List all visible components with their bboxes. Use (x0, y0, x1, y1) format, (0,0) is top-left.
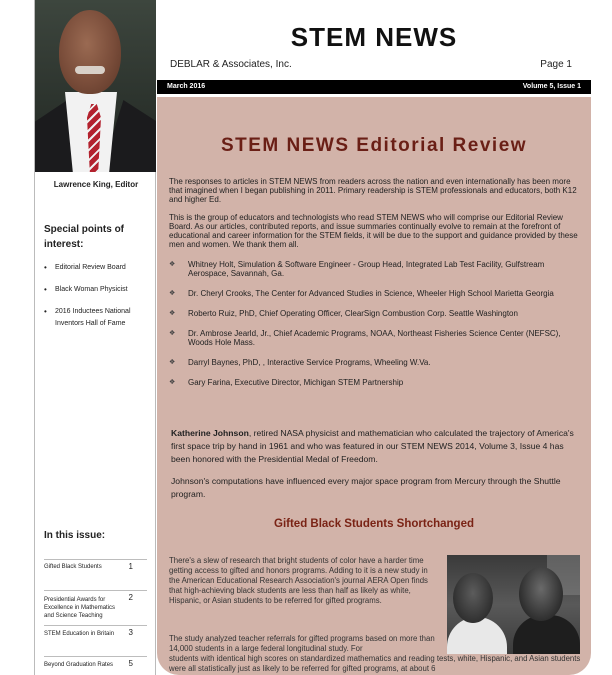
editorial-title: STEM NEWS Editorial Review (220, 135, 528, 156)
page-number: Page 1 (540, 59, 572, 70)
editorial-intro: This is the group of educators and technologists who read STEM NEWS who will comprise our Editorial Review Board. As our articles, contributed reports, and issue summaries continually evolve to remain at the forefront of educational and career information for the STEM fields, it will be due to the support and guidance provided by these men and women. We thank them all. (169, 213, 578, 249)
points-heading: Special points of interest: (44, 224, 125, 250)
company-name: DEBLAR & Associates, Inc. (170, 59, 292, 70)
issue-row[interactable] (44, 590, 147, 625)
issue-table (44, 559, 147, 672)
issue-row[interactable] (44, 625, 147, 656)
board-member: ❖ Dr. Cheryl Crooks, The Center for Advanced Studies in Science, Wheeler High School Marietta Georgia (169, 289, 581, 298)
issue-row[interactable] (44, 559, 147, 590)
johnson-name: Katherine Johnson (171, 428, 249, 438)
editor-photo (35, 0, 157, 172)
johnson-text: , retired NASA physicist and mathematician who calculated the trajectory of America's first space trip by hand in 1961 and who was featured in our STEM NEWS 2014, Volume 3, Issue 4 has been honored with the Presidential Medal of Freedom. (171, 428, 574, 464)
point-item: • Editorial Review Board (44, 262, 156, 274)
issue-title: STEM Education in Britain (44, 631, 115, 637)
editorial-intro: The responses to articles in STEM NEWS from readers across the nation and even internationally has been more that imagined when I began publishing in 2011. Primary readership is STEM professionals and educators, both K12 and higher Ed. (169, 177, 577, 204)
johnson-paragraph (171, 427, 579, 466)
content-panel (157, 97, 591, 675)
gifted-text-narrow: The study analyzed teacher referrals for gifted programs based on more than 14,000 students in a large federal longitudinal study. For (169, 634, 435, 653)
masthead-title: STEM NEWS (290, 22, 458, 52)
johnson-paragraph-2: Johnson's computations have influenced every major space program from Mercury through the Shuttle program. (171, 476, 561, 499)
issue-page: 1 (128, 562, 133, 571)
board-member: ❖ Whitney Holt, Simulation & Software Engineer - Group Head, Integrated Lab Test Facility, Gulfstream Aerospace, Savannah, Ga. (169, 260, 581, 278)
volume-issue: Volume 5, Issue 1 (522, 83, 581, 90)
board-member: ❖ Darryl Baynes, PhD, , Interactive Service Programs, Wheeling W.Va. (169, 358, 581, 367)
students-photo (447, 555, 580, 654)
gifted-text-wide: students with identical high scores on standardized mathematics and reading tests, white, Hispanic, and Asian students were all statistically just as likely to be referred for gifted programs, at about 6 (169, 654, 581, 673)
issue-date: March 2016 (167, 83, 206, 90)
point-item: • Black Woman Physicist (44, 284, 156, 296)
board-member: ❖ Gary Farina, Executive Director, Michigan STEM Partnership (169, 378, 581, 387)
issue-title: Beyond Graduation Rates (44, 662, 114, 668)
issue-page: 3 (128, 628, 133, 637)
photo-caption: Lawrence King, Editor (53, 180, 139, 189)
issue-page: 5 (128, 659, 133, 668)
issue-page: 2 (128, 593, 133, 602)
issue-title: Presidential Awards for Excellence in Mathematics and Science Teaching (44, 597, 116, 619)
point-item: • 2016 Inductees National Inventors Hall of Fame (44, 306, 156, 330)
main-column (156, 0, 592, 675)
board-member: ❖ Dr. Ambrose Jearld, Jr., Chief Academic Programs, NOAA, Northeast Fisheries Science Center (NEFSC), Woods Hole Mass. (169, 329, 581, 347)
dateline-bar (157, 80, 591, 94)
gifted-heading: Gifted Black Students Shortchanged (274, 518, 474, 530)
issue-title: Gifted Black Students (44, 564, 102, 570)
issue-heading: In this issue: (44, 530, 106, 541)
gifted-paragraph: There's a slew of research that bright students of color have a harder time getting access to gifted and honors programs. Adding to it is a new study in the American Educational Research Association's journal AERA Open finds that high-achieving black students are less than half as likely as white, Hispanic, or Asian students to be referred for gifted programs. (169, 556, 428, 605)
sidebar (34, 0, 156, 675)
board-member: ❖ Roberto Ruiz, PhD, Chief Operating Officer, ClearSign Combustion Corp. Seattle Washington (169, 309, 581, 318)
review-board-list (169, 260, 581, 398)
issue-row[interactable] (44, 656, 147, 672)
points-list (44, 262, 156, 340)
